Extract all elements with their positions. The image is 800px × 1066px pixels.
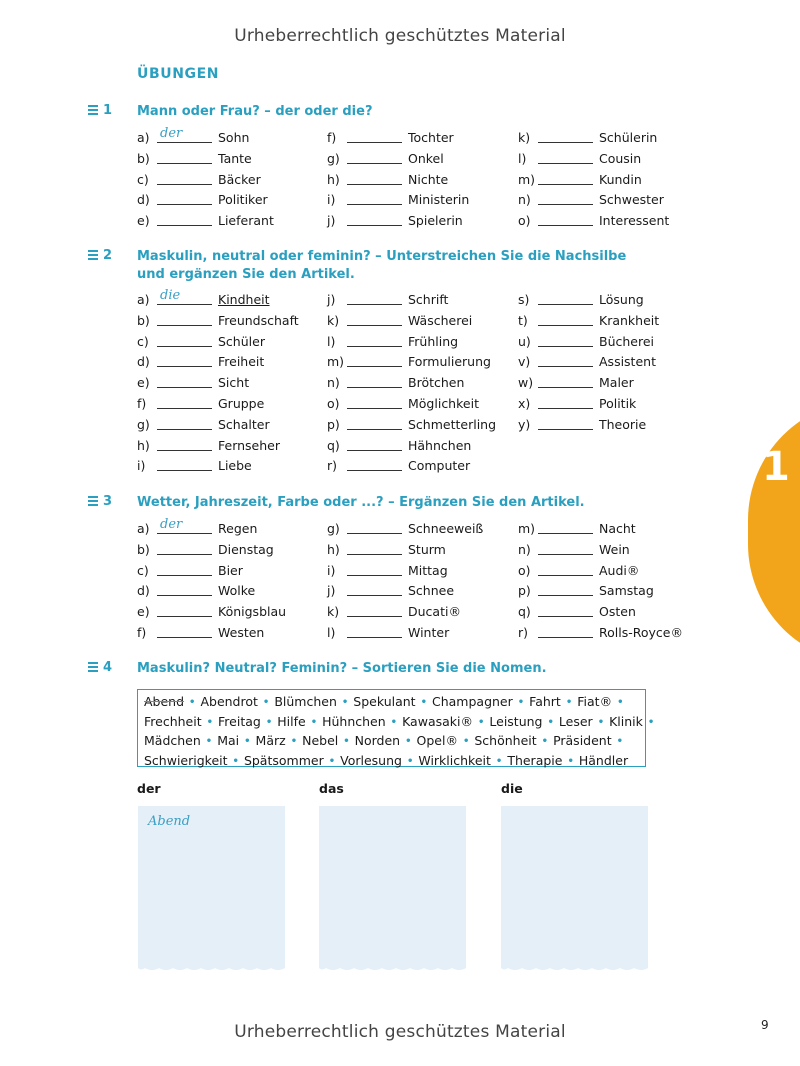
handwritten-answer: die (160, 288, 181, 303)
word-item: Abendrot (200, 694, 258, 709)
column-head-der: der (137, 781, 161, 796)
item-label: o) (518, 562, 531, 578)
bullet-separator: • (189, 697, 196, 708)
section-title: ÜBUNGEN (137, 66, 220, 82)
item-word: Assistent (599, 354, 656, 370)
answer-blank[interactable] (347, 225, 402, 226)
word-item: Klinik (609, 713, 643, 729)
item-word: Mittag (408, 562, 448, 578)
answer-blank[interactable] (157, 142, 212, 143)
bullet-separator: • (265, 716, 273, 728)
item-label: f) (137, 396, 147, 411)
note-area-die[interactable] (501, 806, 648, 968)
answer-blank[interactable] (538, 366, 593, 367)
note-entry-der: Abend (148, 814, 191, 829)
answer-blank[interactable] (538, 346, 593, 347)
column-head-das: das (319, 781, 344, 796)
chapter-tab (748, 400, 800, 664)
exercise-2-title (137, 248, 626, 284)
answer-blank[interactable] (347, 163, 402, 164)
item-word: Tochter (408, 130, 454, 145)
word-line (144, 732, 639, 752)
item-label: i) (137, 458, 146, 474)
answer-blank[interactable] (538, 325, 593, 326)
item-label: a) (137, 292, 150, 307)
exercise-lines-icon (88, 494, 98, 508)
answer-blank[interactable] (538, 575, 593, 576)
item-label: u) (518, 333, 531, 349)
bullet-separator: • (244, 736, 251, 747)
page-number: 9 (761, 1018, 769, 1032)
word-item: Spätsommer (243, 752, 324, 768)
exercise-4-marker (88, 660, 112, 675)
item-label: e) (137, 604, 150, 620)
item-label: m) (518, 171, 536, 187)
word-line (144, 752, 639, 772)
answer-blank[interactable] (347, 554, 402, 555)
exercise-number: 3 (103, 494, 113, 509)
item-word: Liebe (218, 458, 252, 474)
item-label: b) (137, 541, 150, 557)
word-line (144, 713, 655, 733)
word-item: Hühnchen (322, 713, 386, 729)
item-label: b) (137, 150, 150, 166)
item-label: b) (137, 312, 150, 328)
word-item: Mai (217, 733, 240, 748)
item-word: Schneeweiß (408, 521, 484, 536)
answer-blank[interactable] (157, 450, 212, 451)
item-word: Bäcker (218, 171, 261, 187)
item-word: Nacht (599, 521, 636, 536)
item-label: d) (137, 583, 150, 599)
item-label: c) (137, 562, 149, 578)
answer-blank[interactable] (157, 325, 212, 326)
bullet-separator: • (541, 736, 549, 747)
answer-blank[interactable] (157, 637, 212, 638)
item-word: Sturm (408, 541, 446, 557)
answer-blank[interactable] (347, 595, 402, 596)
answer-blank[interactable] (538, 616, 593, 617)
answer-blank[interactable] (157, 163, 212, 164)
exercise-lines-icon (88, 103, 98, 117)
bullet-separator: • (616, 736, 624, 747)
item-word: Regen (218, 521, 258, 536)
item-word: Lieferant (218, 213, 274, 229)
answer-blank[interactable] (157, 429, 212, 430)
answer-blank[interactable] (157, 575, 212, 576)
note-area-das[interactable] (319, 806, 466, 968)
answer-blank[interactable] (157, 304, 212, 305)
item-word: Schnee (408, 583, 455, 599)
item-word: Schrift (408, 292, 449, 307)
item-label: k) (518, 130, 531, 145)
item-label: l) (327, 333, 336, 349)
bullet-separator: • (567, 755, 574, 767)
item-label: t) (518, 312, 528, 328)
item-label: y) (518, 416, 531, 432)
item-label: o) (327, 396, 340, 411)
word-item: Spekulant (353, 694, 416, 709)
item-word: Samstag (599, 583, 654, 599)
item-label: h) (137, 437, 150, 453)
answer-blank[interactable] (538, 184, 593, 185)
item-label: n) (518, 192, 531, 208)
word-item: Therapie (507, 752, 563, 768)
exercise-lines-icon (88, 660, 98, 674)
item-label: g) (327, 521, 340, 536)
answer-blank[interactable] (157, 554, 212, 555)
item-word: Politik (599, 396, 637, 411)
item-label: h) (327, 171, 340, 187)
item-label: d) (137, 354, 150, 370)
item-word: Gruppe (218, 396, 265, 411)
item-label: l) (518, 150, 527, 166)
answer-blank[interactable] (347, 304, 402, 305)
item-word: Osten (599, 604, 636, 620)
answer-blank[interactable] (347, 204, 402, 205)
answer-blank[interactable] (347, 346, 402, 347)
word-item: Kawasaki® (402, 713, 473, 729)
item-label: a) (137, 521, 150, 536)
item-word: Königsblau (218, 604, 287, 620)
item-word: Ducati® (408, 604, 461, 620)
answer-blank[interactable] (157, 470, 212, 471)
word-item: Abend (144, 694, 185, 709)
item-label: h) (327, 541, 340, 557)
exercise-lines-icon (88, 248, 98, 262)
item-word: Rolls-Royce® (599, 625, 683, 640)
item-label: k) (327, 604, 340, 620)
item-label: c) (137, 333, 149, 349)
answer-blank[interactable] (347, 325, 402, 326)
item-word: Audi® (599, 562, 640, 578)
item-label: o) (518, 213, 531, 229)
item-label: i) (327, 562, 336, 578)
bullet-separator: • (517, 697, 525, 708)
answer-blank[interactable] (538, 637, 593, 638)
answer-blank[interactable] (157, 408, 212, 409)
item-word: Schülerin (599, 130, 658, 145)
item-label: x) (518, 396, 531, 411)
answer-blank[interactable] (538, 163, 593, 164)
item-word: Nichte (408, 171, 449, 187)
item-label: q) (327, 437, 340, 453)
word-item: Schönheit (474, 733, 537, 748)
answer-blank[interactable] (157, 366, 212, 367)
item-label: c) (137, 171, 149, 187)
answer-blank[interactable] (538, 142, 593, 143)
chapter-number: 1 (762, 444, 790, 490)
answer-blank[interactable] (347, 408, 402, 409)
item-word: Wäscherei (408, 312, 473, 328)
word-item: Norden (354, 733, 401, 748)
answer-blank[interactable] (538, 387, 593, 388)
word-item: Blümchen (274, 694, 337, 709)
bullet-separator: • (565, 697, 573, 708)
item-word: Tante (218, 150, 252, 166)
item-label: j) (327, 292, 336, 307)
item-word: Spielerin (408, 213, 463, 229)
bullet-separator: • (205, 736, 213, 747)
answer-blank[interactable] (347, 184, 402, 185)
item-label: f) (327, 130, 337, 145)
item-word: Krankheit (599, 312, 660, 328)
item-label: p) (327, 416, 340, 432)
exercise-number: 2 (103, 248, 113, 263)
item-label: v) (518, 354, 531, 370)
answer-blank[interactable] (538, 595, 593, 596)
bullet-separator: • (405, 736, 412, 747)
item-word: Möglichkeit (408, 396, 479, 411)
exercise-2-title-line2: und ergänzen Sie den Artikel. (137, 267, 355, 282)
item-word: Sohn (218, 130, 250, 145)
watermark-top: Urheberrechtlich geschütztes Material (234, 26, 566, 46)
bullet-separator: • (328, 755, 336, 767)
answer-blank[interactable] (347, 616, 402, 617)
item-label: l) (327, 625, 336, 640)
answer-blank[interactable] (538, 204, 593, 205)
bullet-separator: • (341, 697, 349, 708)
item-label: e) (137, 213, 150, 229)
answer-blank[interactable] (157, 533, 212, 534)
bullet-separator: • (343, 736, 350, 747)
word-item: Champagner (431, 694, 513, 709)
item-label: k) (327, 312, 340, 328)
answer-blank[interactable] (347, 366, 402, 367)
answer-blank[interactable] (157, 346, 212, 347)
word-item: Opel® (416, 733, 458, 748)
word-item: Wirklichkeit (418, 752, 491, 768)
answer-blank[interactable] (538, 225, 593, 226)
item-word: Bücherei (599, 333, 655, 349)
item-label: q) (518, 604, 531, 620)
item-label: r) (518, 625, 529, 640)
item-word: Wein (599, 541, 630, 557)
handwritten-answer: der (160, 126, 183, 141)
exercise-2-title-line1: Maskulin, neutral oder feminin? – Unterstreichen Sie die Nachsilbe (137, 249, 627, 264)
exercise-number: 4 (103, 660, 113, 675)
answer-blank[interactable] (157, 204, 212, 205)
item-label: r) (327, 458, 338, 474)
bullet-separator: • (206, 716, 214, 728)
word-item: Frechheit (144, 713, 202, 729)
item-word: Bier (218, 562, 243, 578)
item-label: f) (137, 625, 147, 640)
item-word: Frühling (408, 333, 459, 349)
answer-blank[interactable] (347, 575, 402, 576)
item-word: Onkel (408, 150, 444, 166)
item-label: s) (518, 292, 530, 307)
item-word: Freiheit (218, 354, 265, 370)
exercise-3-marker (88, 494, 112, 509)
item-word: Winter (408, 625, 450, 640)
answer-blank[interactable] (157, 184, 212, 185)
answer-blank[interactable] (157, 387, 212, 388)
column-head-die: die (501, 781, 523, 796)
item-word: Sicht (218, 375, 250, 391)
item-word: Hähnchen (408, 437, 472, 453)
word-item: Nebel (302, 733, 339, 748)
bullet-separator: • (495, 755, 503, 767)
bullet-separator: • (597, 716, 605, 728)
word-item: Leistung (489, 713, 543, 729)
answer-blank[interactable] (347, 470, 402, 471)
bullet-separator: • (462, 736, 470, 747)
bullet-separator: • (390, 716, 398, 728)
item-word: Theorie (599, 416, 647, 432)
item-word: Interessent (599, 213, 670, 229)
item-word: Fernseher (218, 437, 280, 453)
watermark-bottom: Urheberrechtlich geschütztes Material (234, 1022, 566, 1042)
item-label: n) (327, 375, 340, 391)
item-label: j) (327, 583, 336, 599)
answer-blank[interactable] (538, 533, 593, 534)
bullet-separator: • (617, 697, 624, 708)
item-word: Wolke (218, 583, 256, 599)
bullet-separator: • (262, 697, 270, 708)
item-word: Kundin (599, 171, 642, 187)
answer-blank[interactable] (347, 387, 402, 388)
word-item: Hilfe (277, 713, 306, 729)
answer-blank[interactable] (157, 225, 212, 226)
item-word: Schalter (218, 416, 270, 432)
item-word: Cousin (599, 150, 642, 166)
word-item: Präsident (553, 733, 612, 748)
word-item: Fahrt (529, 694, 561, 709)
bullet-separator: • (290, 736, 298, 747)
answer-blank[interactable] (538, 408, 593, 409)
bullet-separator: • (232, 755, 239, 767)
item-word: Kindheit (218, 292, 270, 307)
answer-blank[interactable] (538, 554, 593, 555)
exercise-1-marker (88, 103, 112, 118)
exercise-3-title: Wetter, Jahreszeit, Farbe oder ...? – Ergänzen Sie den Artikel. (137, 495, 585, 510)
answer-blank[interactable] (347, 450, 402, 451)
word-box (137, 689, 655, 768)
item-word: Freundschaft (218, 312, 299, 328)
exercise-number: 1 (103, 103, 113, 118)
item-label: a) (137, 130, 150, 145)
item-label: m) (518, 521, 536, 536)
word-item: Vorlesung (340, 752, 402, 768)
bullet-separator: • (420, 697, 427, 708)
answer-blank[interactable] (347, 637, 402, 638)
item-word: Schmetterling (408, 416, 497, 432)
item-label: p) (518, 583, 531, 599)
word-item: Fiat® (577, 694, 613, 709)
bullet-separator: • (547, 716, 554, 728)
exercise-2-marker (88, 248, 112, 263)
item-label: e) (137, 375, 150, 391)
item-word: Schüler (218, 333, 265, 349)
word-item: Freitag (218, 713, 261, 729)
item-word: Schwester (599, 192, 664, 208)
item-word: Maler (599, 375, 634, 391)
bullet-separator: • (406, 755, 414, 767)
exercise-4-title: Maskulin? Neutral? Feminin? – Sortieren Sie die Nomen. (137, 661, 547, 676)
item-word: Dienstag (218, 541, 274, 557)
item-label: w) (518, 375, 534, 391)
exercise-1-title: Mann oder Frau? – der oder die? (137, 104, 373, 119)
word-item: Mädchen (144, 733, 201, 748)
note-area-der[interactable] (138, 806, 285, 968)
item-word: Lösung (599, 292, 644, 307)
bullet-separator: • (647, 716, 655, 728)
answer-blank[interactable] (347, 533, 402, 534)
word-item: Leser (558, 713, 593, 729)
answer-blank[interactable] (157, 616, 212, 617)
answer-blank[interactable] (538, 429, 593, 430)
item-label: j) (327, 213, 336, 229)
answer-blank[interactable] (347, 142, 402, 143)
word-item: Händler (578, 752, 629, 768)
handwritten-answer: der (160, 517, 183, 532)
answer-blank[interactable] (538, 304, 593, 305)
item-word: Formulierung (408, 354, 491, 370)
word-item: Schwierigkeit (144, 752, 228, 768)
item-label: i) (327, 192, 336, 208)
answer-blank[interactable] (347, 429, 402, 430)
item-label: m) (327, 354, 345, 370)
answer-blank[interactable] (157, 595, 212, 596)
bullet-separator: • (477, 716, 485, 728)
word-line (144, 693, 639, 713)
item-word: Brötchen (408, 375, 465, 391)
item-word: Ministerin (408, 192, 470, 208)
item-word: Westen (218, 625, 265, 640)
item-word: Computer (408, 458, 471, 474)
item-label: g) (327, 150, 340, 166)
item-word: Politiker (218, 192, 268, 208)
item-label: n) (518, 541, 531, 557)
bullet-separator: • (310, 716, 318, 728)
item-label: d) (137, 192, 150, 208)
word-item: März (255, 733, 286, 748)
item-label: g) (137, 416, 150, 432)
